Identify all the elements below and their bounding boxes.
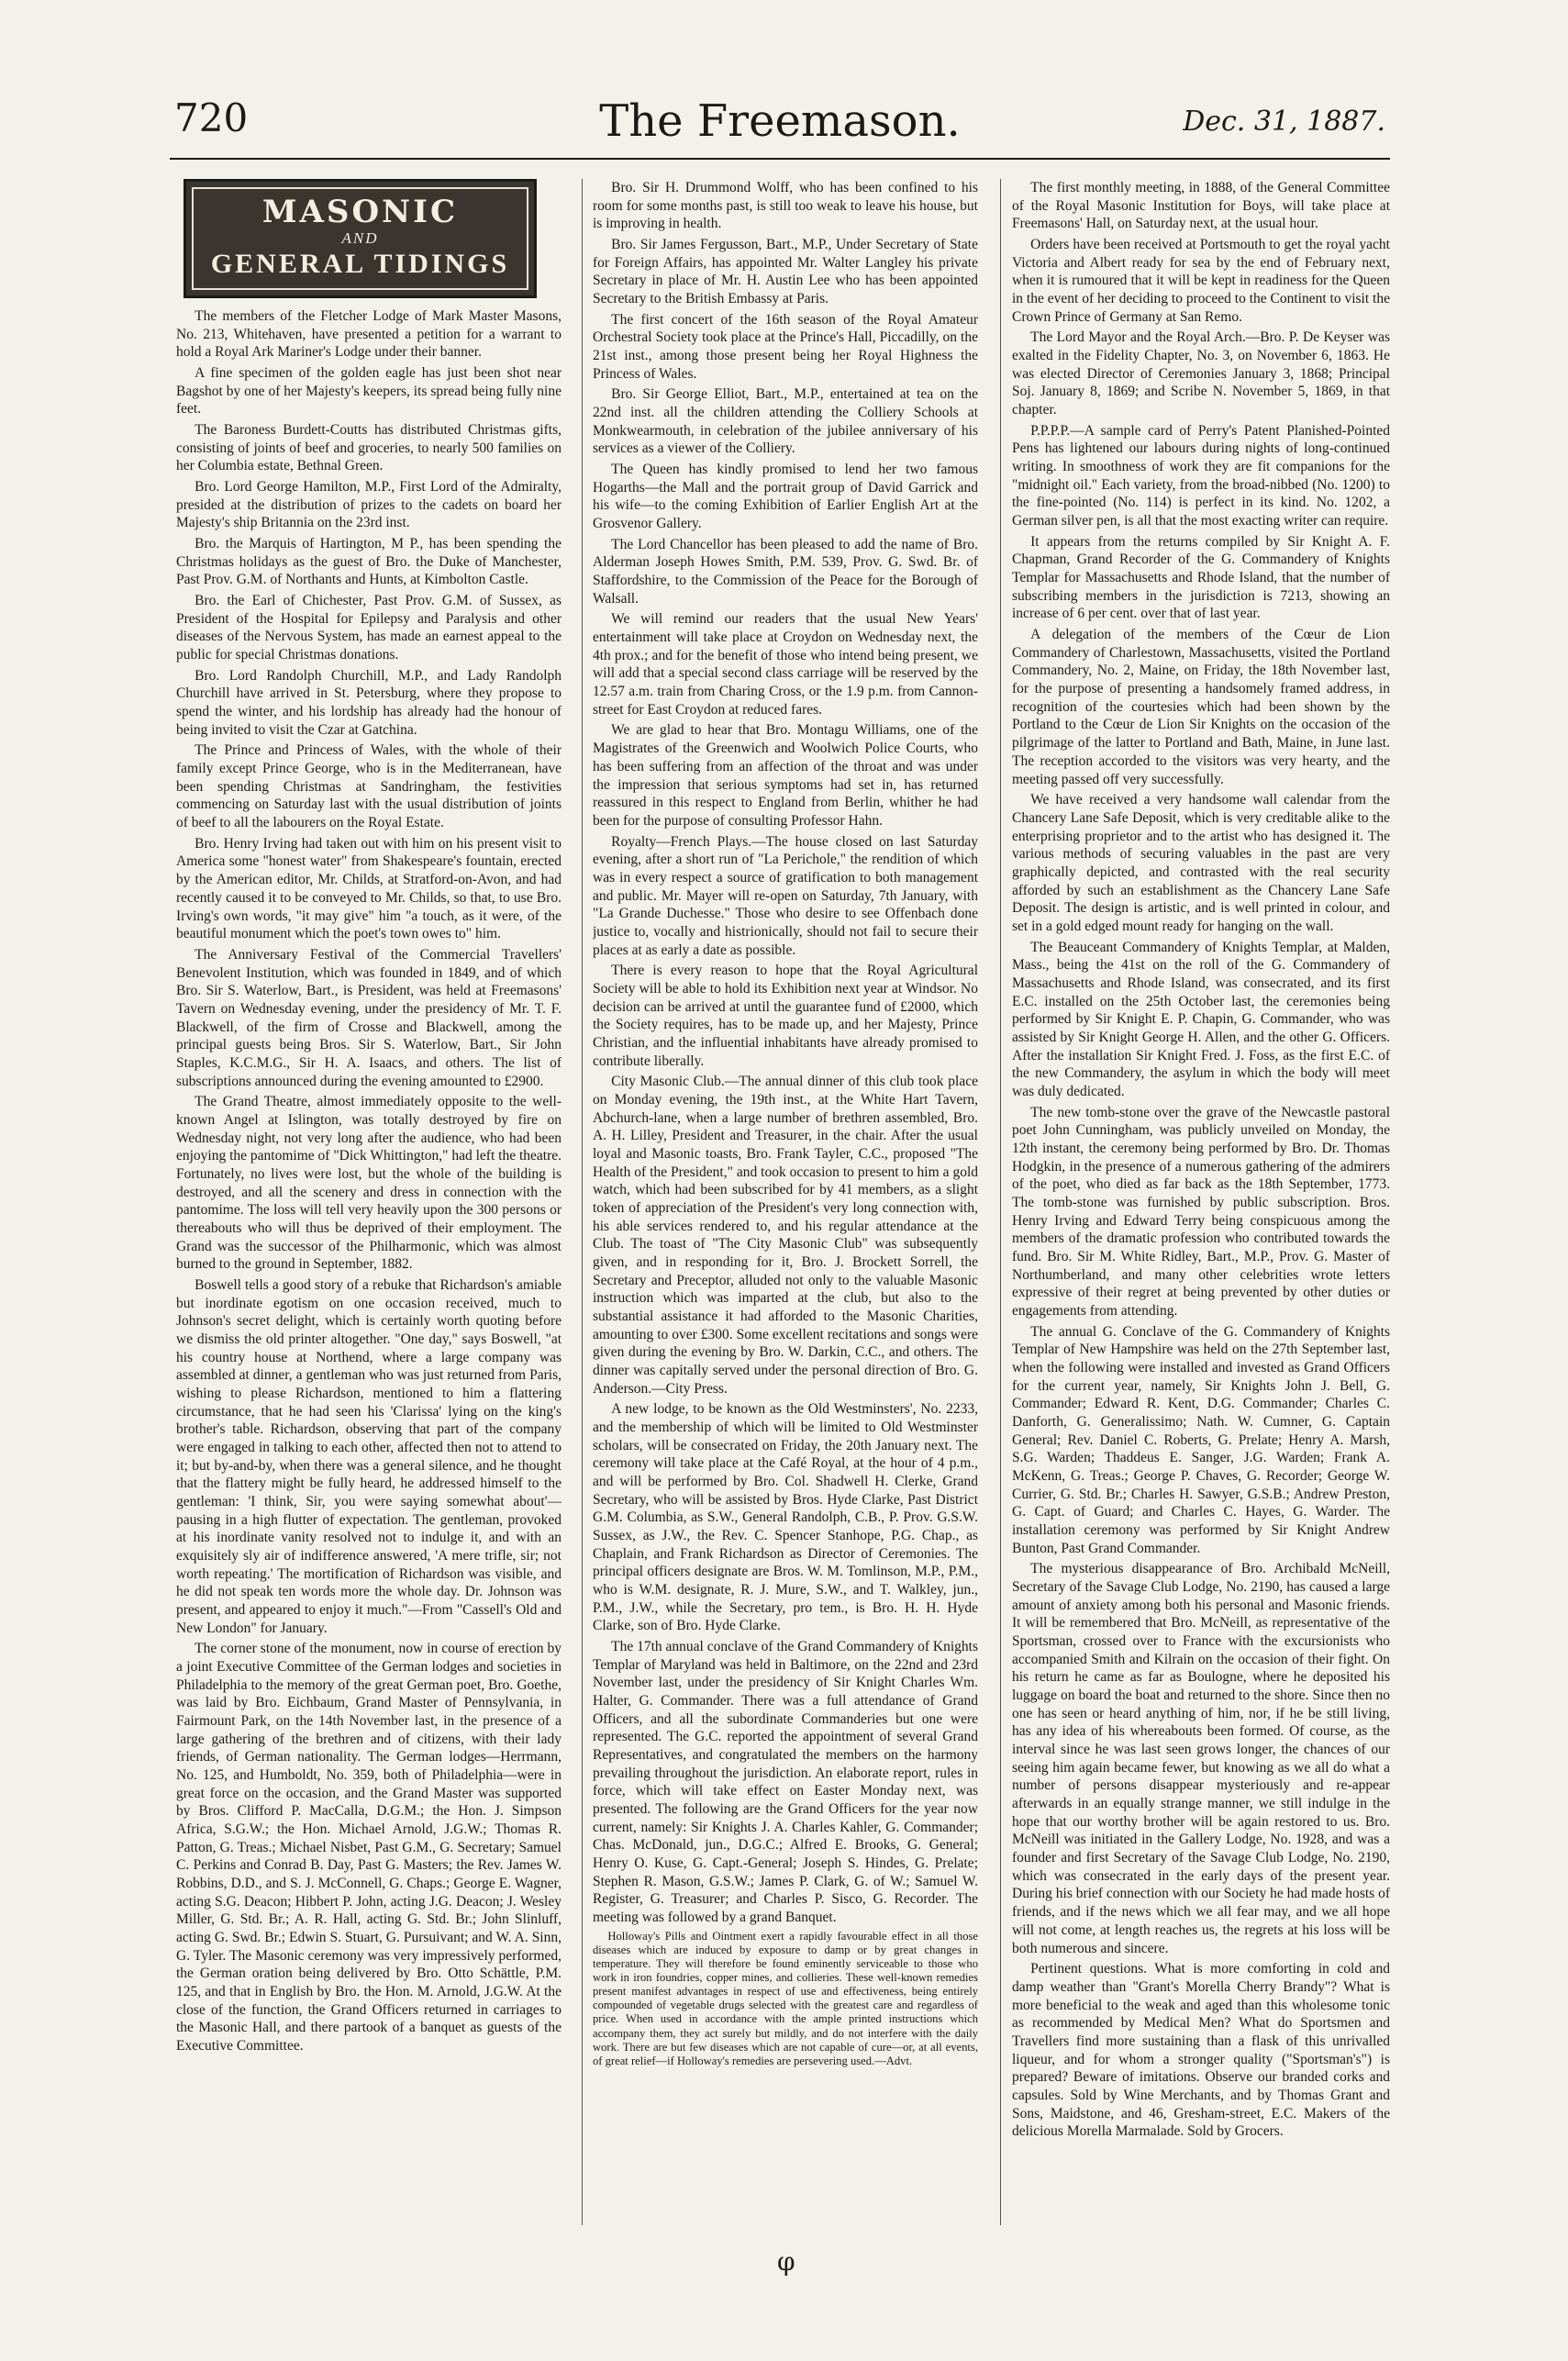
article-paragraph: The 17th annual conclave of the Grand Commandery of Knights Templar of Maryland was held in Baltimore, on the 22nd and 23rd November last, under the presidency of Sir Knight Charles Wm. Halter, G. Commander. There was a full attendance of Grand Officers, and all the subordinate Commanderies but one were represented. The G.C. reported the appointment of several Grand Representatives, and congratulated the members on the harmony prevailing throughout the jurisdiction. An elaborate report, rules in force, which will take effect on Easter Monday next, was presented. The following are the Grand Officers for the year now current, namely: Sir Knights J. A. Charles Kahler, G. Commander; Chas. McDonald, jun., D.G.C.; Alfred E. Brooks, G. General; Henry O. Kuse, G. Capt.-General; Joseph S. Hindes, G. Prelate; Stephen R. Mason, G.S.W.; James P. Clark, G. of W.; Samuel W. Register, G. Treasurer; and Charles P. Sisco, G. Recorder. The meeting was followed by a grand Banquet. [593, 1639, 978, 1926]
article-paragraph: The members of the Fletcher Lodge of Mark Master Masons, No. 213, Whitehaven, have presented a petition for a warrant to hold a Royal Ark Mariner's Lodge under their banner. [176, 308, 562, 361]
article-paragraph: P.P.P.P.—A sample card of Perry's Patent Planished-Pointed Pens has lightened our labours during nights of long-continued writing. In smoothness of work they are fit companions for the "midnight oil." Each variety, from the broad-nibbed (No. 1200) to the fine-pointed (No. 114) is perfect in its kind. No. 1202, a German silver pen, is all that the most exacting writer can require. [1012, 422, 1390, 529]
article-paragraph: The Lord Chancellor has been pleased to add the name of Bro. Alderman Joseph Howes Smith, P.M. 539, Prov. G. Swd. Br. of Staffordshire, to the Commission of the Peace for the Borough of Walsall. [593, 536, 978, 607]
article-paragraph: The Prince and Princess of Wales, with the whole of their family except Prince George, who is in the Mediterranean, have been spending Christmas at Sandringham, the festivities commencing on Saturday last with the usual distribution of joints of beef to all the labourers on the Royal Estate. [176, 742, 562, 831]
issue-date: Dec. 31, 1887. [1183, 106, 1385, 138]
page-header [174, 95, 1385, 163]
article-paragraph: The mysterious disappearance of Bro. Archibald McNeill, Secretary of the Savage Club Lodge, No. 2190, has caused a large amount of anxiety among both his personal and Masonic friends. It will be remembered that Bro. McNeill, as representative of the Sportsman, crossed over to France with the excursionists who accompanied Smith and Kilrain on the occasion of their fight. On his return he came as far as Boulogne, where he deposited his luggage on board the boat and returned to the shore. Since then no one has seen or heard anything of him, nor, if he be still living, has any idea of his whereabouts been formed. Of course, as the interval since he was last seen grows longer, the chances of our seeing him again became fewer, but knowing as we all do what a number of persons disappear mysteriously and re-appear afterwards in an equally strange manner, we still indulge in the hope that our worthy brother will be again restored to us. Bro. McNeill was initiated in the Gallery Lodge, No. 1928, and was a founder and first Secretary of the Savage Club Lodge, No. 2190, which was consecrated in the early days of the present year. During his brief connection with our Society he had made hosts of friends, and if the news which we all fear may, and we all hope will not come, at length reaches us, the regrets at his loss will be both numerous and sincere. [1012, 1561, 1390, 1956]
column-2 [593, 179, 978, 2289]
article-paragraph: Bro. Sir H. Drummond Wolff, who has been confined to his room for some months past, is still too weak to leave his house, but is improving in health. [593, 180, 978, 232]
column-1 [176, 179, 562, 2289]
masthead-title: The Freemason. [599, 95, 961, 147]
article-paragraph: We will remind our readers that the usual New Years' entertainment will take place at Croydon on Wednesday next, the 4th prox.; and for the benefit of those who intend being present, we will add that a special second class carriage will be reserved by the 12.57 a.m. train from Charing Cross, or the 1.9 p.m. from Cannon-street for East Croydon at reduced fares. [593, 611, 978, 718]
article-paragraph: The first concert of the 16th season of the Royal Amateur Orchestral Society took place at the Prince's Hall, Piccadilly, on the 21st inst., among those present being her Royal Highness the Princess of Wales. [593, 311, 978, 382]
article-paragraph: Pertinent questions. What is more comforting in cold and damp weather than "Grant's Morella Cherry Brandy"? What is more beneficial to the weak and aged than this wholesome tonic as recommended by Medical Men? What do Sportsmen and Travellers find more sustaining than a flask of this unrivalled liqueur, and for whom a stronger quality ("Sportsman's") is prepared? Beware of imitations. Observe our branded corks and capsules. Sold by Wine Merchants, and by Thomas Grant and Sons, Maidstone, and 46, Gresham-street, E.C. Makers of the delicious Morella Marmalade. Sold by Grocers. [1012, 1961, 1390, 2140]
article-paragraph: A new lodge, to be known as the Old Westminsters', No. 2233, and the membership of which will be limited to Old Westminster scholars, will be consecrated on Friday, the 20th January next. The ceremony will take place at the Café Royal, at the hour of 4 p.m., and will be performed by Bro. Col. Shadwell H. Clerke, Grand Secretary, who will be assisted by Bros. Hyde Clarke, Past District G.M. Columbia, as S.W., General Randolph, C.B., P. Prov. G.S.W. Sussex, as J.W., the Rev. C. Spencer Stanhope, P.G. Chap., as Chaplain, and Frank Richardson as Director of Ceremonies. The principal officers designate are Bros. W. M. Tomlinson, M.P., P.M., who is W.M. designate, R. J. Mure, S.W., and T. Walkley, jun., P.M., J.W., while the Secretary, pro tem., is Bro. H. H. Hyde Clarke, son of Bro. Hyde Clarke. [593, 1401, 978, 1634]
article-paragraph: The Lord Mayor and the Royal Arch.—Bro. P. De Keyser was exalted in the Fidelity Chapter, No. 3, on November 6, 1863. He was elected Director of Ceremonies January 3, 1868; Principal Soj. January 8, 1869; and Scribe N. November 5, 1869, in that chapter. [1012, 329, 1390, 418]
article-paragraph: Holloway's Pills and Ointment exert a rapidly favourable effect in all those diseases which are induced by exposure to damp or by great changes in temperature. They will therefore be found eminently serviceable to those who work in iron foundries, copper mines, and collieries. These well-known remedies present manifest advantages in respect of use and effectiveness, being entirely compounded of vegetable drugs selected with the greatest care and regardless of price. When used in accordance with the ample printed instructions which accompany them, they act surely but mildly, and do not interfere with the daily work. There are but few diseases which are not capable of cure—or, at all events, of great relief—if Holloway's remedies are persevering used.—Advt. [593, 1929, 978, 2067]
article-paragraph: We have received a very handsome wall calendar from the Chancery Lane Safe Deposit, which is very creditable alike to the enterprising proprietor and to the artist who has designed it. The various methods of securing valuables in the past are very graphically depicted, and contrasted with the real security afforded by such an establishment as the Chancery Lane Safe Deposit. The design is artistic, and is well printed in colour, and set in a gold edged mount ready for hanging on the wall. [1012, 792, 1390, 934]
article-paragraph: Bro. Sir George Elliot, Bart., M.P., entertained at tea on the 22nd inst. all the children attending the Colliery Schools at Monkwearmouth, in celebration of the jubilee anniversary of his services as a viewer of the Colliery. [593, 386, 978, 457]
article-paragraph: Bro. Sir James Fergusson, Bart., M.P., Under Secretary of State for Foreign Affairs, has appointed Mr. Walter Langley his private Secretary in place of Mr. H. Austin Lee who has been appointed Secretary to the British Embassy at Paris. [593, 237, 978, 307]
article-paragraph: The first monthly meeting, in 1888, of the General Committee of the Royal Masonic Institution for Boys, will take place at Freemasons' Hall, on Saturday next, at the usual hour. [1012, 180, 1390, 232]
article-paragraph: There is every reason to hope that the Royal Agricultural Society will be able to hold its Exhibition next year at Windsor. No decision can be arrived at until the guarantee fund of £2000, which the Society requires, has to be made up, and her Majesty, Prince Christian, and the influential inhabitants have already promised to contribute liberally. [593, 963, 978, 1069]
article-paragraph: Bro. the Marquis of Hartington, M P., has been spending the Christmas holidays as the guest of Bro. the Duke of Manchester, Past Prov. G.M. of Northants and Hunts, at Kimbolton Castle. [176, 536, 562, 588]
section-heading-masonic-general-tidings [183, 179, 537, 298]
page-number: 720 [174, 95, 249, 140]
article-paragraph: A fine specimen of the golden eagle has just been shot near Bagshot by one of her Majesty's keepers, its spread being fully nine feet. [176, 365, 562, 418]
article-paragraph: We are glad to hear that Bro. Montagu Williams, one of the Magistrates of the Greenwich and Woolwich Police Courts, who has been suffering from an affection of the throat and was under the impression that serious symptoms had set in, has returned reassured in this respect to England from Berlin, whither he had been for the purpose of consulting Professor Hahn. [593, 722, 978, 829]
article-paragraph: The corner stone of the monument, now in course of erection by a joint Executive Committee of the German lodges and societies in Philadelphia to the memory of the great German poet, Bro. Goethe, was laid by Bro. Eichbaum, Grand Master of Pennsylvania, in Fairmount Park, on the 14th November last, in the presence of a large gathering of the brethren and of citizens, with their lady friends, of German nationality. The German lodges—Herrmann, No. 125, and Humboldt, No. 359, both of Philadelphia—were in great force on the occasion, and the Grand Master was supported by Bros. Clifford P. MacCalla, D.G.M.; the Hon. J. Simpson Africa, S.G.W.; the Hon. Michael Arnold, J.G.W.; Thomas R. Patton, G. Treas.; Michael Nisbet, Past G.M., G. Secretary; Samuel C. Perkins and Conrad B. Day, Past G. Masters; the Rev. James W. Robbins, D.D., and S. J. McConnell, G. Chaps.; George E. Wagner, acting S.G. Deacon; Hibbert P. John, acting J.G. Deacon; J. Wesley Miller, G. Std. Br.; A. R. Hall, acting G. Std. Br.; John Slinluff, acting G. Swd. Br.; Edwin S. Stuart, G. Pursuivant; and W. A. Sinn, G. Tyler. The Masonic ceremony was very impressively performed, the German oration being delivered by Bro. Otto Schättle, P.M. 125, and that in English by Bro. the Hon. M. Arnold, J.G.W. At the close of the function, the Grand Officers returned in carriages to the Masonic Hall, and there partook of a banquet as guests of the Executive Committee. [176, 1641, 562, 2055]
article-paragraph: The Baroness Burdett-Coutts has distributed Christmas gifts, consisting of joints of beef and groceries, to nearly 500 families on her Columbia estate, Bethnal Green. [176, 422, 562, 474]
article-paragraph: Orders have been received at Portsmouth to get the royal yacht Victoria and Albert ready for sea by the end of February next, when it is rumoured that it will be kept in readiness for the Queen in the event of her deciding to proceed to the Continent to visit the Crown Prince of Germany at San Remo. [1012, 237, 1390, 325]
article-paragraph: It appears from the returns compiled by Sir Knight A. F. Chapman, Grand Recorder of the G. Commandery of Knights Templar for Massachusetts and Rhode Island, that the number of subscribing members in the jurisdiction is 7213, showing an increase of 6 per cent. over that of last year. [1012, 533, 1390, 622]
article-paragraph: Bro. the Earl of Chichester, Past Prov. G.M. of Sussex, as President of the Hospital for Epilepsy and Paralysis and other diseases of the Nervous System, has made an earnest appeal to the public for special Christmas donations. [176, 593, 562, 663]
article-paragraph: A delegation of the members of the Cœur de Lion Commandery of Charlestown, Massachusetts, visited the Portland Commandery, No. 2, Maine, on Friday, the 18th November last, for the purpose of presenting a handsomely framed address, in recognition of the courtesies which had been shown by the Portland to the Cœur de Lion Sir Knights on the occasion of the pilgrimage of the latter to Portland and Bath, Maine, in June last. The reception accorded to the visitors was very hearty, and the meeting passed off very successfully. [1012, 627, 1390, 787]
article-paragraph: Bro. Lord George Hamilton, M.P., First Lord of the Admiralty, presided at the distribution of prizes to the cadets on board her Majesty's ship Britannia on the 23rd inst. [176, 479, 562, 531]
column-divider [582, 179, 583, 2225]
header-rule [170, 158, 1390, 160]
article-paragraph: The annual G. Conclave of the G. Commandery of Knights Templar of New Hampshire was held on the 27th September last, when the following were installed and invested as Grand Officers for the current year, namely, Sir Knights John J. Bell, G. Commander; Edward R. Kent, D.G. Commander; Charles C. Danforth, G. Generalissimo; Nath. W. Cumner, G. Captain General; Rev. Daniel C. Roberts, G. Prelate; Henry A. Marsh, S.G. Warden; Thaddeus E. Sanger, J.G. Warden; Frank A. McKenn, G. Treas.; George P. Chaves, G. Recorder; George W. Currier, G. Std. Br.; Charles H. Sawyer, G.S.B.; Andrew Preston, G. Capt. of Guard; and Charles C. Hayes, G. Warder. The installation ceremony was performed by Sir Knight Andrew Bunton, Past Grand Commander. [1012, 1323, 1390, 1556]
article-paragraph: The new tomb-stone over the grave of the Newcastle pastoral poet John Cunningham, was publicly unveiled on Monday, the 12th instant, the ceremony being performed by Bro. Dr. Thomas Hodgkin, in the presence of a numerous gathering of the admirers of the poet, who died as far back as the 18th September, 1773. The tomb-stone was furnished by public subscription. Bros. Henry Irving and Edward Terry being conspicuous among the members of the dramatic profession who contributed towards the fund. Bro. Sir M. White Ridley, Bart., M.P., Prov. G. Master of Northumberland, and many other celebrities wrote letters expressive of their regret at being prevented by other duties or engagements from attending. [1012, 1104, 1390, 1319]
article-paragraph: Royalty—French Plays.—The house closed on last Saturday evening, after a short run of "La Perichole," the rendition of which was in every respect a source of gratification to both management and public. Mr. Mayer will re-open on Saturday, 7th January, with "La Grande Duchesse." Those who desire to see Offenbach done justice to, vocally and histrionically, should not fail to secure their places at as early a date as possible. [593, 833, 978, 958]
column-3 [1012, 179, 1390, 2289]
article-paragraph: Bro. Henry Irving had taken out with him on his present visit to America some "honest water" from Shakespeare's fountain, erected by the American editor, Mr. Childs, at Stratford-on-Avon, and had recently caused it to be conveyed to Mr. Childs, so that, to use Bro. Irving's own words, "it may give" him "a touch, as it were, of the beautiful monument which the poet's town owes to" him. [176, 835, 562, 942]
article-paragraph: City Masonic Club.—The annual dinner of this club took place on Monday evening, the 19th inst., at the White Hart Tavern, Abchurch-lane, when a large number of brethren assembled, Bro. A. H. Lilley, President and Treasurer, in the chair. After the usual loyal and Masonic toasts, Bro. Frank Tayler, C.C., proposed "The Health of the President," and took occasion to present to him a gold watch, which had been subscribed for by 41 members, as a slight token of appreciation of the President's very long connection with, his able services rendered to, and his regular attendance at the Club. The toast of "The City Masonic Club" was subsequently given, and in responding for it, Bro. J. Brockett Sorrell, the Secretary and Preceptor, alluded not only to the valuable Masonic instruction which was imparted at the club, but also to the substantial assistance it had afforded to the Masonic Charities, amounting to over £300. Some excellent recitations and songs were given during the evening by Bro. W. Darkin, C.C., and others. The dinner was capitally served under the personal direction of Bro. G. Anderson.—City Press. [593, 1074, 978, 1397]
column-divider [1000, 179, 1001, 2225]
heading-line-2: AND [341, 229, 379, 247]
article-paragraph: The Queen has kindly promised to lend her two famous Hogarths—the Mall and the portrait group of David Garrick and his wife—to the coming Exhibition of Earlier English Art at the Grosvenor Gallery. [593, 462, 978, 532]
article-paragraph: The Beauceant Commandery of Knights Templar, at Malden, Mass., being the 41st on the roll of the G. Commandery of Massachusetts and Rhode Island, was consecrated, and its first E.C. installed on the 25th October last, the ceremonies being performed by Sir Knight E. P. Chapin, G. Commander, who was assisted by Sir Knight George H. Allen, and the other G. Officers. After the installation Sir Knight Fred. J. Foss, as the first E.C. of the new Commandery, the asylum in which the body will meet was duly dedicated. [1012, 939, 1390, 1099]
heading-line-3: GENERAL TIDINGS [210, 249, 510, 279]
footer-mark: φ [777, 2246, 795, 2277]
article-paragraph: The Grand Theatre, almost immediately opposite to the well-known Angel at Islington, was totally destroyed by fire on Wednesday night, not very long after the audience, who had been enjoying the pantomime of "Dick Whittington," had left the theatre. Fortunately, no lives were lost, but the whole of the building is destroyed, and all the scenery and dress in connection with the pantomime. The loss will tell very heavily upon the 300 persons or thereabouts who will thus be deprived of their employment. The Grand was the successor of the Philharmonic, which was almost burned to the ground in September, 1882. [176, 1094, 562, 1273]
article-paragraph: Boswell tells a good story of a rebuke that Richardson's amiable but inordinate egotism on one occasion received, much to Johnson's secret delight, which is certainly worth quoting before we dismiss the old printer altogether. "One day," says Boswell, "at his country house at Northend, where a large company was assembled at dinner, a gentleman who was just returned from Paris, wishing to please Richardson, mentioned to him a flattering circumstance, that he had seen his 'Clarissa' lying on the king's brother's table. Richardson, observing that part of the company were engaged in talking to each other, affected then not to attend to it; but by-and-by, when there was a general silence, and he thought that the flattery might be fully heard, he addressed himself to the gentleman: 'I think, Sir, you were saying somewhat about'—pausing in a high flutter of expectation. The gentleman, provoked at his inordinate vanity resolved not to indulge it, and with an exquisitely sly air of indifference answered, 'A mere trifle, sir; not worth repeating.' The mortification of Richardson was visible, and he did not speak ten words more the whole day. Dr. Johnson was present, and appeared to enjoy it much."—From "Cassell's Old and New London" for January. [176, 1276, 562, 1636]
article-paragraph: Bro. Lord Randolph Churchill, M.P., and Lady Randolph Churchill have arrived in St. Petersburg, where they propose to spend the winter, and his lordship has already had the honour of being invited to visit the Czar at Gatchina. [176, 667, 562, 738]
article-paragraph: The Anniversary Festival of the Commercial Travellers' Benevolent Institution, which was founded in 1849, and of which Bro. Sir S. Waterlow, Bart., is President, was held at Freemasons' Tavern on Wednesday evening, under the presidency of Mr. T. F. Blackwell, of the firm of Crosse and Blackwell, among the principal guests being Bros. Sir S. Waterlow, Bart., Sir John Staples, K.C.M.G., Sir H. A. Isaacs, and others. The list of subscriptions announced during the evening amounted to £2900. [176, 946, 562, 1089]
heading-line-1: MASONIC [261, 194, 459, 230]
